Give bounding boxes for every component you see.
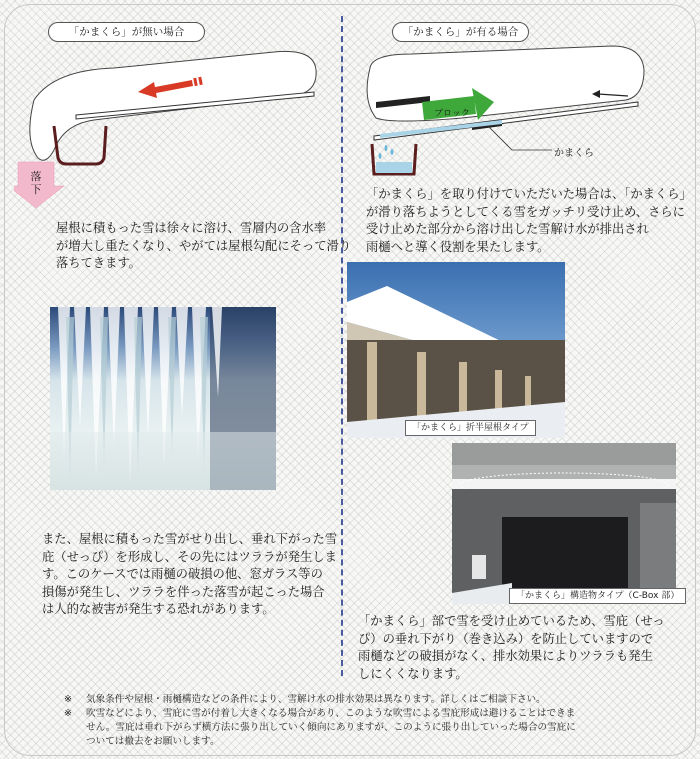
text-line: 庇（せっぴ）を形成し、その先にはツララが発生しま bbox=[42, 549, 337, 564]
text-line: しにくくなります。 bbox=[358, 666, 468, 681]
center-divider bbox=[341, 16, 343, 676]
fall-label-2: 下 bbox=[30, 183, 42, 196]
text-line: す。このケースでは雨樋の破損の他、窓ガラス等の bbox=[42, 567, 323, 581]
melt-water bbox=[380, 120, 502, 138]
no-kamakura-pill: 「かまくら」が無い場合 bbox=[48, 22, 205, 42]
text-line: は人的な被害が発生する恐れがあります。 bbox=[42, 602, 275, 616]
fall-label bbox=[28, 170, 44, 196]
footnotes bbox=[64, 693, 694, 749]
with-kamakura-pill: 「かまくら」が有る場合 bbox=[392, 22, 529, 42]
fall-label-1: 落 bbox=[30, 170, 42, 183]
text-line: また、屋根に積もった雪がせり出し、垂れ下がった雪 bbox=[42, 532, 338, 546]
folded-roof-photo bbox=[347, 262, 565, 438]
note-line: せん。雪庇は垂れ下がらず横方法に張り出していく傾向にありますが、このように張り出していった場合の雪庇に bbox=[86, 722, 576, 733]
no-kamakura-text-2 bbox=[42, 531, 337, 619]
with-kamakura-text-1 bbox=[366, 186, 692, 256]
icicle-photo bbox=[50, 307, 276, 490]
note-mark: ※ bbox=[64, 708, 73, 719]
text-line: が滑り落ちようとしてくる雪をガッチリ受け止め、さらに bbox=[366, 204, 685, 219]
c-box-caption: 「かまくら」構造物タイプ（C-Box 部） bbox=[509, 588, 686, 604]
note-line: 吹雪などにより、雪庇に雪が付着し大きくなる場合があり、このような吹雪による雪庇形成は避けることはできま bbox=[86, 708, 576, 719]
kamakura-label: かまくら bbox=[554, 148, 594, 159]
text-line: ぴ）の垂れ下がり（巻き込み）を防止していますので bbox=[358, 631, 654, 646]
no-kamakura-text-1 bbox=[56, 220, 351, 273]
note-line: 気象条件や屋根・雨樋構造などの条件により、雪解け水の排水効果は異なります。詳しくはご相談下さい。 bbox=[86, 694, 546, 705]
with-kamakura-text-2 bbox=[358, 613, 665, 683]
block-label: ブロック bbox=[434, 109, 470, 119]
text-line: 落ちてきます。 bbox=[56, 256, 141, 270]
c-box-photo bbox=[452, 443, 676, 604]
text-line: が増大し重たくなり、やがては屋根勾配にそって滑り bbox=[56, 238, 352, 253]
footnote-2 bbox=[64, 707, 694, 749]
no-kamakura-diagram bbox=[14, 40, 336, 220]
text-line: 「かまくら」を取り付けていただいた場合は、「かまくら」 bbox=[366, 187, 692, 201]
note-line: ついては撤去をお願いします。 bbox=[86, 736, 220, 747]
text-line: 屋根に積もった雪は徐々に溶け、雪層内の含水率 bbox=[56, 221, 327, 235]
text-line: 雨樋へと導く役割を果たします。 bbox=[366, 239, 550, 254]
text-line: 損傷が発生し、ツララを伴った落雪が起こった場合 bbox=[42, 584, 325, 599]
kamakura-leader bbox=[488, 126, 552, 150]
text-line: 「かまくら」部で雪を受け止めているため、雪庇（せっ bbox=[358, 614, 665, 628]
text-line: 雨樋などの破損がなく、排水効果によりツララも発生 bbox=[358, 649, 653, 663]
folded-roof-caption: 「かまくら」折半屋根タイプ bbox=[405, 420, 536, 436]
text-line: 受け止めた部分から溶け出した雪解け水が排出され bbox=[366, 222, 649, 236]
note-mark: ※ bbox=[64, 694, 73, 705]
with-kamakura-diagram bbox=[352, 40, 652, 180]
water-drops-icon bbox=[379, 145, 394, 159]
footnote-1 bbox=[64, 693, 694, 707]
